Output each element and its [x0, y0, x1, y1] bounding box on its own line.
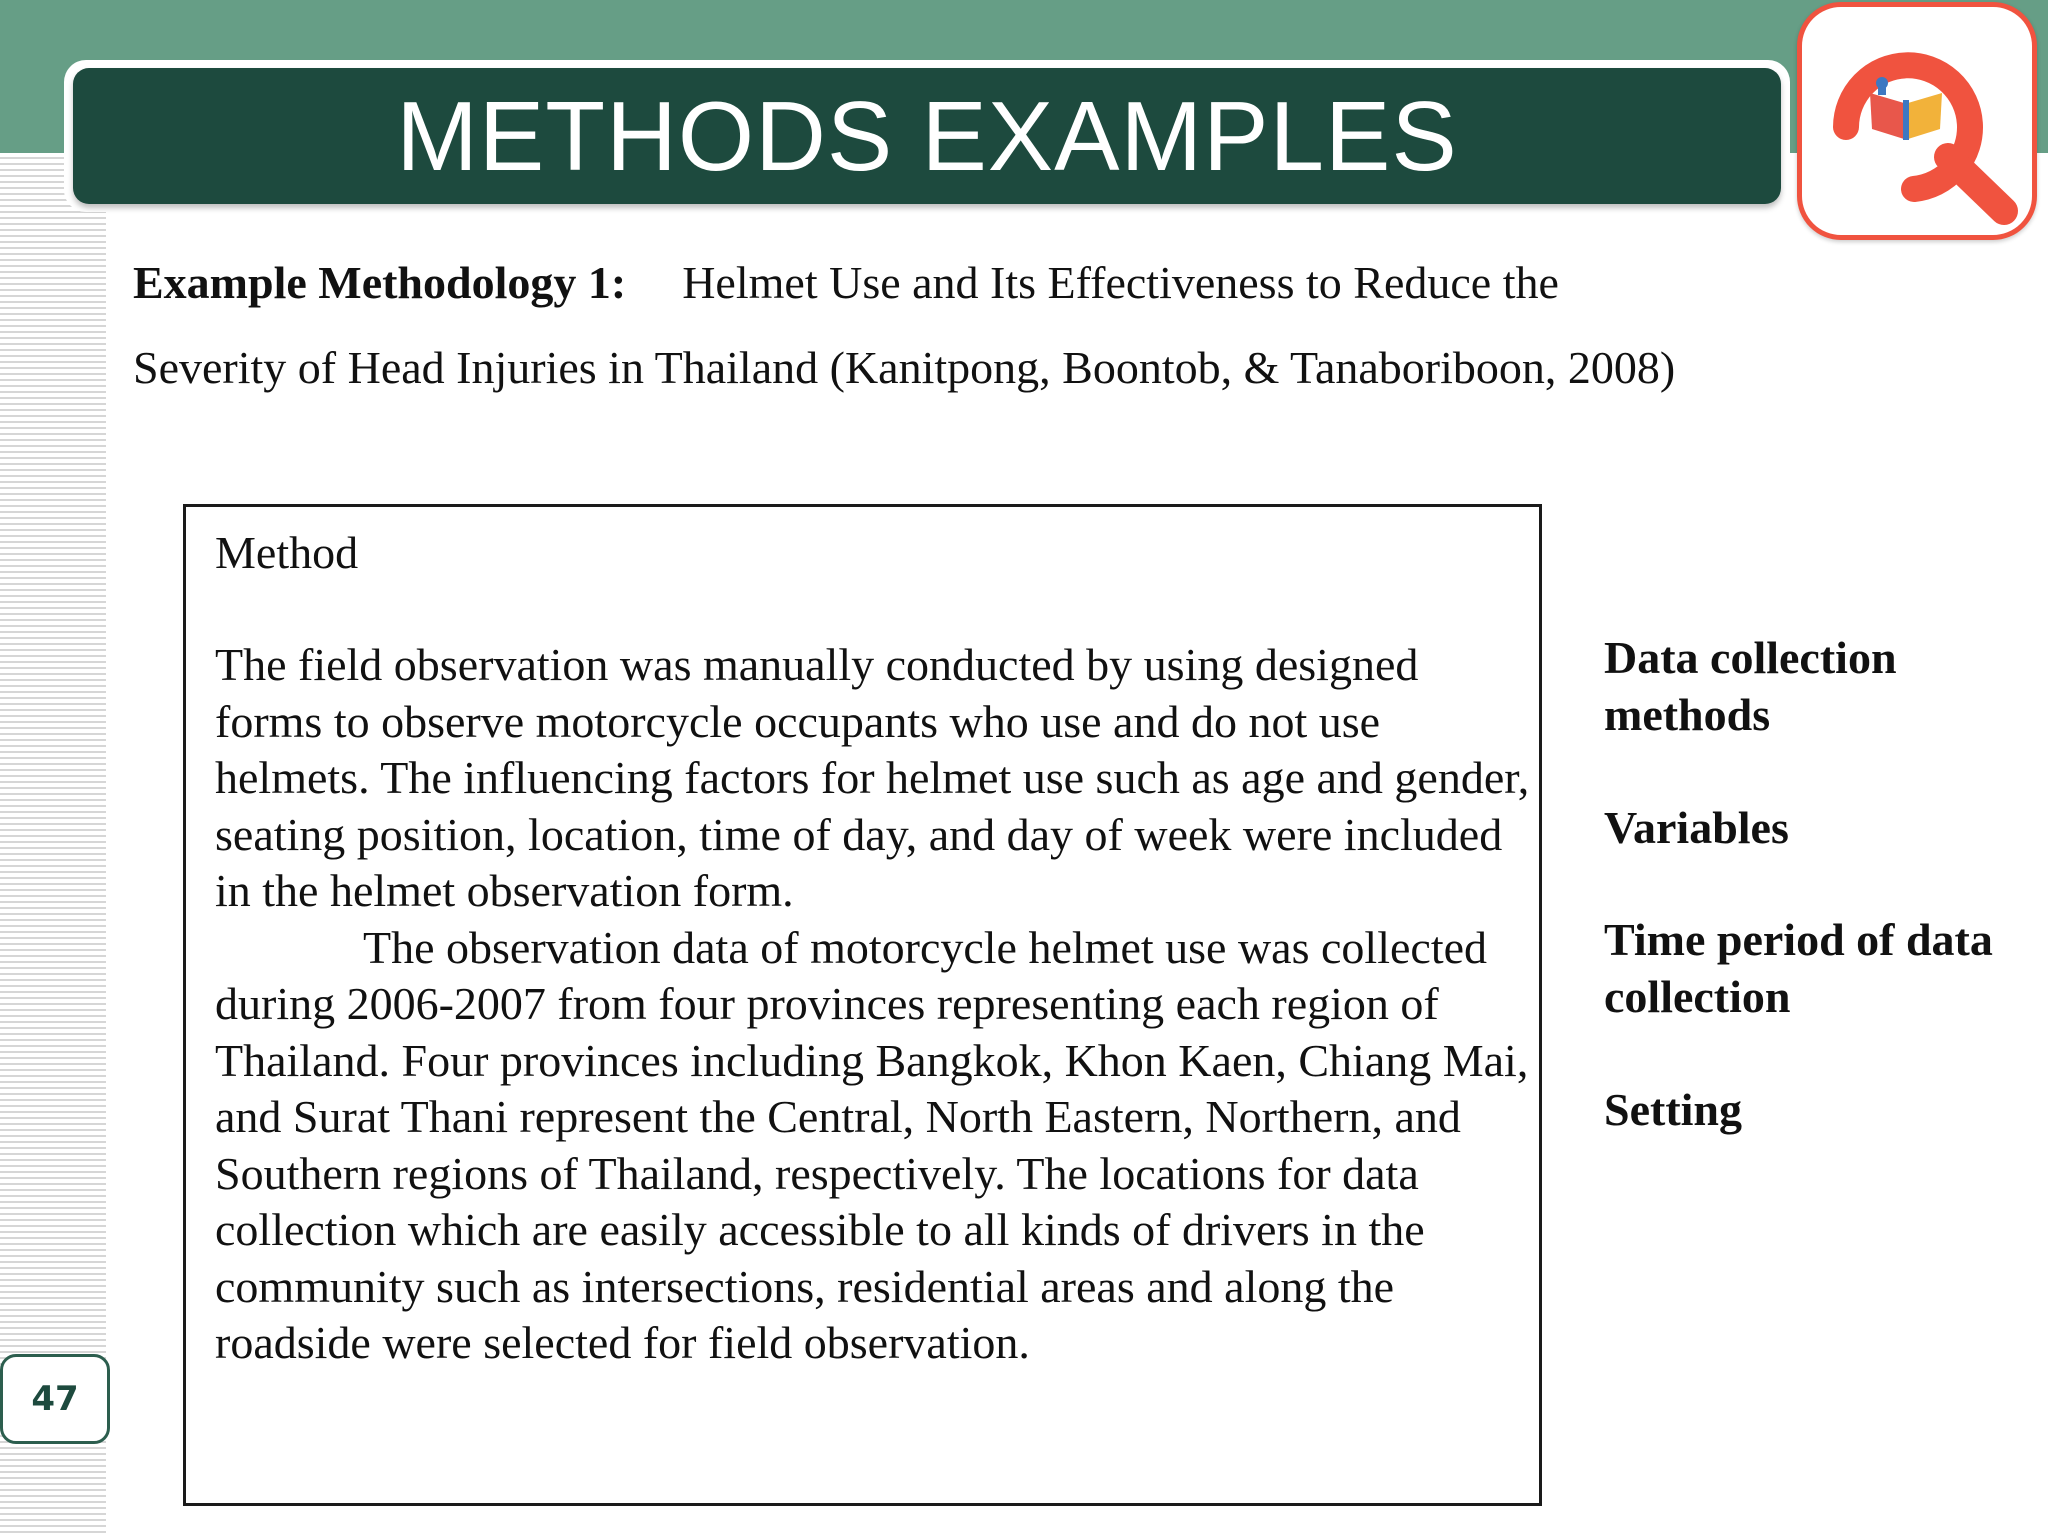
magnifier-book-icon: [1797, 2, 2037, 240]
left-stripe-decoration: [0, 153, 106, 1536]
subtitle-title-part: Helmet Use and Its Effectiveness to Reduce the: [682, 257, 1559, 308]
example-subtitle: [133, 240, 1813, 410]
label-data-collection-methods: Data collection methods: [1604, 632, 1897, 740]
method-heading: Method: [215, 527, 359, 578]
method-body: [215, 637, 1535, 1372]
label-time-period: Time period of data collection: [1604, 914, 1993, 1022]
subtitle-lead: Example Methodology 1:: [133, 257, 627, 308]
subtitle-line-1: [133, 240, 1813, 325]
slide-title: METHODS EXAMPLES: [396, 81, 1458, 191]
label-setting: Setting: [1604, 1084, 1742, 1135]
method-paragraph-2: The observation data of motorcycle helmet use was collected during 2006-2007 from four provinces representing each region of Thailand. Four provinces including Bangkok, Khon Kaen, Chiang Mai, and Surat Thani represent the Central, North Eastern, Northern, and Southern regions of Thailand, respectively. The locations for data collection which are easily accessible to all kinds of drivers in the community such as intersections, residential areas and along the roadside were selected for field observation.: [215, 921, 1529, 1368]
subtitle-line-2: Severity of Head Injuries in Thailand (Kanitpong, Boontob, & Tanaboriboon, 2008): [133, 342, 1676, 393]
page-number: 47: [0, 1354, 110, 1444]
title-bar: [73, 68, 1781, 204]
method-paragraph-1: The field observation was manually conducted by using designed forms to observe motorcycle occupants who use and do not use helmets. The influencing factors for helmet use such as age and gender, seating position, location, time of day, and day of week were included in the helmet observation form.: [215, 639, 1530, 916]
label-variables: Variables: [1604, 802, 1789, 853]
